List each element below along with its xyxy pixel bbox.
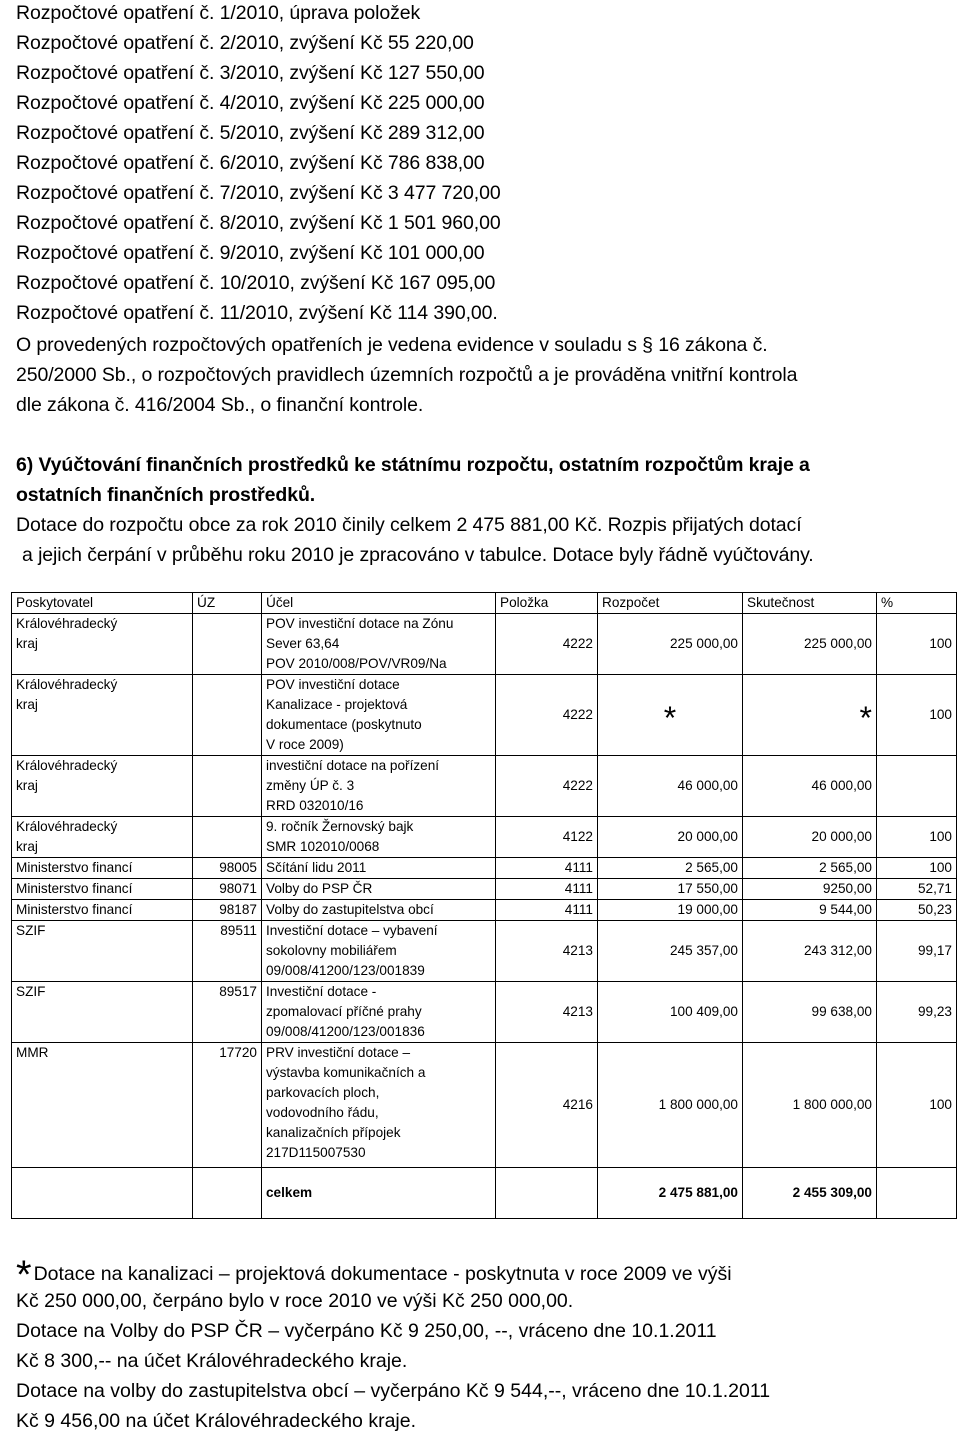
cell-purpose: POV investiční dotace na Zónu Sever 63,64 POV 2010/008/POV/VR09/Na: [262, 614, 496, 675]
budget-line: Rozpočtové opatření č. 5/2010, zvýšení Kč 289 312,00: [16, 122, 485, 144]
asterisk-mark: *: [859, 699, 872, 736]
section-text: Dotace do rozpočtu obce za rok 2010 činily celkem 2 475 881,00 Kč. Rozpis přijatých dotací: [16, 514, 802, 536]
table-row: [12, 982, 957, 1043]
budget-line: Rozpočtové opatření č. 9/2010, zvýšení Kč 101 000,00: [16, 242, 485, 264]
table-row: [12, 675, 957, 756]
cell-uz: [193, 614, 262, 675]
total-budget: 2 475 881,00: [598, 1168, 743, 1219]
cell-purpose: Investiční dotace – vybavení sokolovny mobiliářem 09/008/41200/123/001839: [262, 921, 496, 982]
cell-actual: 46 000,00: [743, 756, 877, 817]
section-text: a jejich čerpání v průběhu roku 2010 je zpracováno v tabulce. Dotace byly řádně vyúčtovány.: [22, 544, 814, 566]
cell-actual: 20 000,00: [743, 817, 877, 858]
cell-uz: [193, 756, 262, 817]
cell-actual: 1 800 000,00: [743, 1043, 877, 1168]
cell-actual: 225 000,00: [743, 614, 877, 675]
cell-purpose: Volby do zastupitelstva obcí: [262, 900, 496, 921]
cell-actual: 2 565,00: [743, 858, 877, 879]
cell-uz: 17720: [193, 1043, 262, 1168]
cell-provider: Královéhradecký kraj: [12, 756, 193, 817]
footnote-line: Kč 9 456,00 na účet Královéhradeckého kraje.: [16, 1410, 417, 1432]
section-heading: 6) Vyúčtování finančních prostředků ke státnímu rozpočtu, ostatním rozpočtům kraje a: [16, 454, 810, 476]
cell-item: 4111: [496, 900, 598, 921]
cell-pct: 50,23: [877, 900, 957, 921]
table-row: [12, 817, 957, 858]
cell-actual: 99 638,00: [743, 982, 877, 1043]
budget-line: Rozpočtové opatření č. 6/2010, zvýšení Kč 786 838,00: [16, 152, 485, 174]
table-row: [12, 756, 957, 817]
table-row: [12, 858, 957, 879]
budget-line: Rozpočtové opatření č. 8/2010, zvýšení Kč 1 501 960,00: [16, 212, 501, 234]
footnote-line: Dotace na Volby do PSP ČR – vyčerpáno Kč 9 250,00, --, vráceno dne 10.1.2011: [16, 1320, 717, 1342]
budget-line: Rozpočtové opatření č. 10/2010, zvýšení Kč 167 095,00: [16, 272, 496, 294]
evidence-paragraph-line: O provedených rozpočtových opatřeních je vedena evidence v souladu s § 16 zákona č.: [16, 334, 768, 356]
header-uz: ÚZ: [193, 593, 262, 614]
cell-uz: [193, 675, 262, 756]
header-purpose: Účel: [262, 593, 496, 614]
cell-pct: 100: [877, 675, 957, 756]
table-row: [12, 614, 957, 675]
table-row: [12, 900, 957, 921]
asterisk-mark: *: [16, 1253, 32, 1297]
cell-provider: Ministerstvo financí: [12, 879, 193, 900]
header-provider: Poskytovatel: [12, 593, 193, 614]
cell-item: 4222: [496, 756, 598, 817]
cell-purpose: POV investiční dotace Kanalizace - projektová dokumentace (poskytnuto V roce 2009): [262, 675, 496, 756]
footnote-line: Kč 250 000,00, čerpáno bylo v roce 2010 ve výši Kč 250 000,00.: [16, 1290, 574, 1312]
cell-provider: Královéhradecký kraj: [12, 817, 193, 858]
cell-pct: 99,23: [877, 982, 957, 1043]
cell-pct: 100: [877, 614, 957, 675]
cell-actual: 243 312,00: [743, 921, 877, 982]
cell-item: 4216: [496, 1043, 598, 1168]
cell-provider: Královéhradecký kraj: [12, 675, 193, 756]
cell-budget: 100 409,00: [598, 982, 743, 1043]
cell-actual: 9250,00: [743, 879, 877, 900]
table-row: [12, 1043, 957, 1168]
table-row: [12, 921, 957, 982]
cell-budget: 2 565,00: [598, 858, 743, 879]
cell-pct: [877, 756, 957, 817]
cell-item: 4222: [496, 675, 598, 756]
cell-item: 4111: [496, 879, 598, 900]
cell-pct: 52,71: [877, 879, 957, 900]
cell-uz: 98187: [193, 900, 262, 921]
budget-line: Rozpočtové opatření č. 1/2010, úprava položek: [16, 2, 421, 24]
cell-purpose: PRV investiční dotace – výstavba komunikačních a parkovacích ploch, vodovodního řádu, kanalizačních přípojek 217D115007530: [262, 1043, 496, 1168]
cell-budget: 17 550,00: [598, 879, 743, 900]
footnote-line: Kč 8 300,-- na účet Královéhradeckého kraje.: [16, 1350, 408, 1372]
header-item: Položka: [496, 593, 598, 614]
cell-purpose: Volby do PSP ČR: [262, 879, 496, 900]
cell-budget: 20 000,00: [598, 817, 743, 858]
cell-purpose: Investiční dotace - zpomalovací příčné prahy 09/008/41200/123/001836: [262, 982, 496, 1043]
cell-pct: 100: [877, 817, 957, 858]
budget-line: Rozpočtové opatření č. 7/2010, zvýšení Kč 3 477 720,00: [16, 182, 501, 204]
table-total-row: [12, 1168, 957, 1219]
total-actual: 2 455 309,00: [743, 1168, 877, 1219]
cell-purpose: Sčítání lidu 2011: [262, 858, 496, 879]
cell-item: 4222: [496, 614, 598, 675]
subsidy-table: [11, 592, 957, 1219]
cell-budget: 19 000,00: [598, 900, 743, 921]
footnote-line: * Dotace na kanalizaci – projektová dokumentace - poskytnuta v roce 2009 ve výši: [16, 1253, 732, 1297]
cell-pct: 100: [877, 858, 957, 879]
cell-budget: 245 357,00: [598, 921, 743, 982]
cell-uz: 98005: [193, 858, 262, 879]
cell-provider: Královéhradecký kraj: [12, 614, 193, 675]
cell-provider: Ministerstvo financí: [12, 858, 193, 879]
cell-provider: Ministerstvo financí: [12, 900, 193, 921]
budget-line: Rozpočtové opatření č. 3/2010, zvýšení Kč 127 550,00: [16, 62, 485, 84]
cell-item: 4213: [496, 982, 598, 1043]
cell-provider: SZIF: [12, 982, 193, 1043]
cell-actual: [743, 675, 877, 756]
cell-uz: 98071: [193, 879, 262, 900]
cell-pct: 99,17: [877, 921, 957, 982]
budget-line: Rozpočtové opatření č. 2/2010, zvýšení Kč 55 220,00: [16, 32, 474, 54]
cell-uz: 89511: [193, 921, 262, 982]
cell-pct: 100: [877, 1043, 957, 1168]
cell-budget: 46 000,00: [598, 756, 743, 817]
cell-purpose: investiční dotace na pořízení změny ÚP č. 3 RRD 032010/16: [262, 756, 496, 817]
header-budget: Rozpočet: [598, 593, 743, 614]
table-header-row: [12, 593, 957, 614]
cell-item: 4122: [496, 817, 598, 858]
header-pct: %: [877, 593, 957, 614]
budget-line: Rozpočtové opatření č. 4/2010, zvýšení Kč 225 000,00: [16, 92, 485, 114]
budget-line: Rozpočtové opatření č. 11/2010, zvýšení Kč 114 390,00.: [16, 302, 498, 324]
cell-uz: 89517: [193, 982, 262, 1043]
cell-budget: 225 000,00: [598, 614, 743, 675]
cell-purpose: 9. ročník Žernovský bajk SMR 102010/0068: [262, 817, 496, 858]
cell-uz: [193, 817, 262, 858]
footnote-line: Dotace na volby do zastupitelstva obcí – vyčerpáno Kč 9 544,--, vráceno dne 10.1.2011: [16, 1380, 771, 1402]
cell-budget: [598, 675, 743, 756]
asterisk-mark: *: [663, 699, 677, 736]
cell-provider: SZIF: [12, 921, 193, 982]
cell-actual: 9 544,00: [743, 900, 877, 921]
total-label: celkem: [262, 1168, 496, 1219]
cell-budget: 1 800 000,00: [598, 1043, 743, 1168]
section-heading: ostatních finančních prostředků.: [16, 484, 316, 506]
header-actual: Skutečnost: [743, 593, 877, 614]
cell-item: 4111: [496, 858, 598, 879]
evidence-paragraph-line: dle zákona č. 416/2004 Sb., o finanční kontrole.: [16, 394, 424, 416]
cell-item: 4213: [496, 921, 598, 982]
table-row: [12, 879, 957, 900]
evidence-paragraph-line: 250/2000 Sb., o rozpočtových pravidlech územních rozpočtů a je prováděna vnitřní kontrola: [16, 364, 798, 386]
cell-provider: MMR: [12, 1043, 193, 1168]
